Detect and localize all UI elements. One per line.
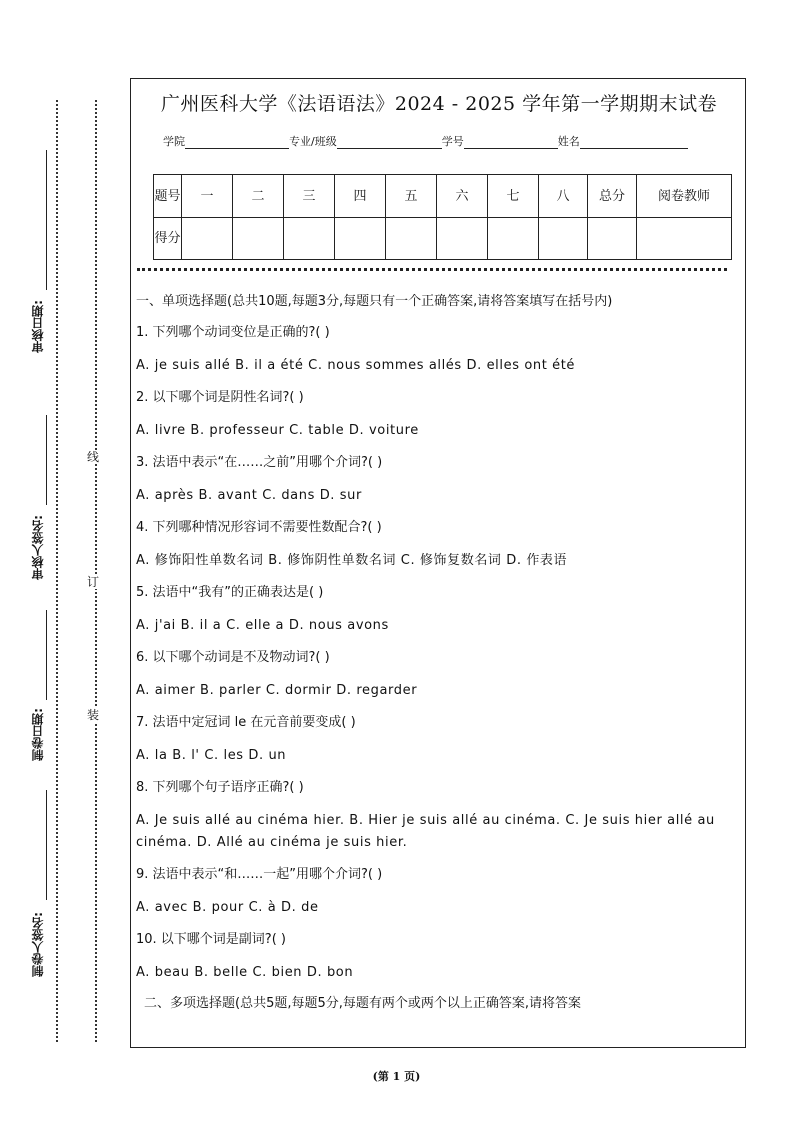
question-options: A. avec B. pour C. à D. de bbox=[136, 900, 319, 915]
score-value-row bbox=[154, 218, 732, 260]
score-header-cell: 总分 bbox=[588, 175, 637, 218]
score-header-cell: 四 bbox=[335, 175, 386, 218]
student-id-label: 学号 bbox=[441, 135, 464, 148]
question: 9. 法语中表示“和……一起”用哪个介词?( ) bbox=[136, 867, 383, 882]
question: 6. 以下哪个动词是不及物动词?( ) bbox=[136, 650, 330, 665]
exam-frame bbox=[130, 78, 746, 1048]
binding-char-ding: 订 bbox=[87, 575, 100, 589]
question-options: A. je suis allé B. il a été C. nous sommes allés D. elles ont été bbox=[136, 358, 576, 373]
question-options: A. beau B. belle C. bien D. bon bbox=[136, 965, 354, 980]
maker-date-label: 制卷日期: bbox=[31, 708, 45, 761]
major-label: 专业/班级 bbox=[289, 135, 337, 148]
page-number: (第 1 页) bbox=[372, 1070, 421, 1083]
binding-line-inner bbox=[95, 100, 97, 1042]
reviewer-date-label: 审核日期: bbox=[31, 300, 45, 353]
exam-body bbox=[136, 291, 742, 1015]
college-field[interactable] bbox=[185, 136, 289, 149]
score-header-cell: 一 bbox=[182, 175, 233, 218]
section2-heading: 二、多项选择题(总共5题,每题5分,每题有两个或两个以上正确答案,请将答案 bbox=[144, 996, 582, 1011]
score-cell[interactable] bbox=[437, 218, 488, 260]
question-options: A. livre B. professeur C. table D. voiture bbox=[136, 423, 419, 438]
reviewer-signature-label: 审核人签名: bbox=[31, 515, 45, 580]
score-header-cell: 五 bbox=[386, 175, 437, 218]
score-cell[interactable] bbox=[182, 218, 233, 260]
score-table bbox=[153, 174, 732, 260]
score-cell[interactable] bbox=[588, 218, 637, 260]
reviewer-signature-line[interactable] bbox=[46, 415, 47, 505]
student-info-row bbox=[163, 133, 688, 149]
maker-date-line[interactable] bbox=[46, 610, 47, 700]
score-header-cell: 七 bbox=[488, 175, 539, 218]
question-options: A. aimer B. parler C. dormir D. regarder bbox=[136, 683, 418, 698]
score-cell[interactable] bbox=[233, 218, 284, 260]
score-header-row bbox=[154, 175, 732, 218]
question-options: A. Je suis allé au cinéma hier. B. Hier je suis allé au cinéma. C. Je suis hier allé au cinéma. D. Allé au cinéma je suis hier. bbox=[136, 813, 715, 850]
score-header-cell: 八 bbox=[539, 175, 588, 218]
student-id-field[interactable] bbox=[464, 136, 558, 149]
score-header-cell: 二 bbox=[233, 175, 284, 218]
score-header-cell: 六 bbox=[437, 175, 488, 218]
reviewer-date-line[interactable] bbox=[46, 150, 47, 290]
question: 8. 下列哪个句子语序正确?( ) bbox=[136, 780, 304, 795]
question: 4. 下列哪种情况形容词不需要性数配合?( ) bbox=[136, 520, 382, 535]
separator-dots bbox=[137, 268, 727, 271]
question-options: A. j'ai B. il a C. elle a D. nous avons bbox=[136, 618, 389, 633]
maker-signature-line[interactable] bbox=[46, 790, 47, 900]
score-cell[interactable] bbox=[488, 218, 539, 260]
question: 7. 法语中定冠词 le 在元音前要变成( ) bbox=[136, 715, 356, 730]
score-row-label: 得分 bbox=[154, 218, 182, 260]
question: 5. 法语中“我有”的正确表达是( ) bbox=[136, 585, 324, 600]
binding-char-xian: 线 bbox=[87, 450, 100, 464]
question: 3. 法语中表示“在……之前”用哪个介词?( ) bbox=[136, 455, 383, 470]
score-header-cell: 题号 bbox=[154, 175, 182, 218]
maker-signature-label: 制卷人签名: bbox=[31, 912, 45, 977]
question: 2. 以下哪个词是阴性名词?( ) bbox=[136, 390, 304, 405]
score-header-cell: 阅卷教师 bbox=[637, 175, 732, 218]
score-cell[interactable] bbox=[539, 218, 588, 260]
score-cell[interactable] bbox=[335, 218, 386, 260]
exam-title: 广州医科大学《法语语法》2024 - 2025 学年第一学期期末试卷 bbox=[160, 93, 718, 115]
name-field[interactable] bbox=[580, 136, 688, 149]
question: 10. 以下哪个词是副词?( ) bbox=[136, 932, 286, 947]
question-options: A. la B. l' C. les D. un bbox=[136, 748, 287, 763]
question-options: A. 修饰阳性单数名词 B. 修饰阴性单数名词 C. 修饰复数名词 D. 作表语 bbox=[136, 553, 568, 568]
score-header-cell: 三 bbox=[284, 175, 335, 218]
section1-heading: 一、单项选择题(总共10题,每题3分,每题只有一个正确答案,请将答案填写在括号内) bbox=[136, 294, 613, 309]
college-label: 学院 bbox=[163, 135, 185, 148]
question: 1. 下列哪个动词变位是正确的?( ) bbox=[136, 325, 330, 340]
score-cell[interactable] bbox=[284, 218, 335, 260]
score-cell[interactable] bbox=[386, 218, 437, 260]
name-label: 姓名 bbox=[557, 135, 580, 148]
binding-line-outer bbox=[56, 100, 58, 1042]
grader-cell[interactable] bbox=[637, 218, 732, 260]
question-options: A. après B. avant C. dans D. sur bbox=[136, 488, 362, 503]
major-field[interactable] bbox=[337, 136, 442, 149]
binding-char-zhuang: 装 bbox=[87, 708, 100, 722]
